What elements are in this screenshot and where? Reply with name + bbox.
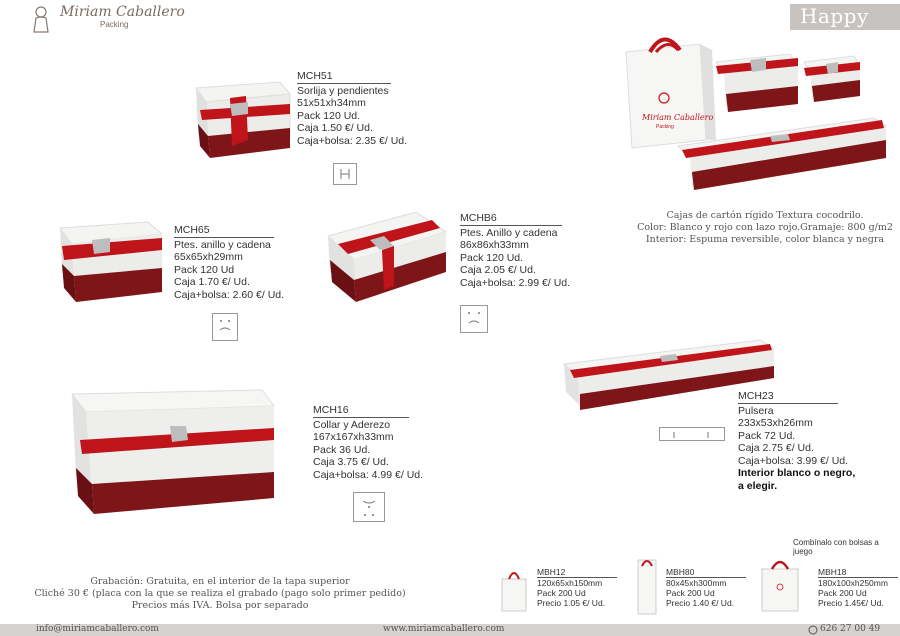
- product-price-bag: Caja+bolsa: 2.99 €/ Ud.: [460, 276, 571, 289]
- interior-mchb6-icon: [460, 305, 488, 333]
- product-pack: Pack 120 Ud.: [297, 109, 361, 122]
- product-size: 86x86xh33mm: [460, 239, 529, 251]
- engraving-line: Precios más IVA. Bolsa por separado: [131, 600, 309, 611]
- product-mch65: [174, 224, 285, 301]
- product-price-bag: Caja+bolsa: 2.35 €/ Ud.: [297, 134, 408, 147]
- product-price: Caja 1.50 €/ Ud.: [297, 122, 373, 134]
- bag-mbh18: [818, 567, 898, 608]
- summary-line: Interior: Espuma reversible, color blanca y negra: [645, 234, 885, 245]
- footer-email[interactable]: info@miriamcaballero.com: [36, 624, 159, 634]
- product-code: MCH23: [738, 390, 838, 404]
- product-price-bag: Caja+bolsa: 2.60 €/ Ud.: [174, 288, 285, 301]
- product-pack: Pack 120 Ud: [174, 263, 235, 276]
- interior-mch51-icon: [333, 163, 357, 185]
- bag-code: MBH12: [537, 567, 617, 578]
- product-size: 167x167xh33mm: [313, 431, 394, 443]
- footer-web[interactable]: www.miriamcaballero.com: [383, 624, 505, 634]
- box-mchb6-image: [324, 206, 450, 304]
- product-code: MCHB6: [460, 212, 562, 226]
- svg-text:Miriam Caballero: Miriam Caballero: [642, 113, 714, 122]
- product-price: Caja 2.75 €/ Ud.: [738, 442, 814, 454]
- bag-price: Precio 1.40 €/ Ud.: [666, 598, 735, 608]
- product-price: Caja 2.05 €/ Ud.: [460, 264, 536, 276]
- product-price: Caja 3.75 €/ Ud.: [313, 456, 389, 468]
- bag-mbh18-image: [760, 555, 802, 613]
- product-pack: Pack 72 Ud.: [738, 429, 796, 442]
- product-code: MCH16: [313, 404, 409, 418]
- product-group-image: [620, 36, 890, 196]
- interior-mch23-icon: [659, 427, 725, 441]
- bag-mbh12-image: [500, 567, 530, 613]
- collection-title: Happy: [800, 4, 869, 28]
- product-desc: Sorlija y pendientes: [297, 84, 389, 97]
- combine-bags-label: Combínalo con bolsas a juego: [793, 538, 879, 556]
- bag-price: Precio 1.05 €/ Ud.: [537, 598, 606, 608]
- bag-mbh12: [537, 567, 617, 608]
- product-desc: Pulsera: [738, 404, 774, 417]
- engraving-line: Grabación: Gratuita, en el interior de la tapa superior: [90, 576, 350, 587]
- summary-line: Color: Blanco y rojo con lazo rojo.Gramaje: 800 g/m2: [637, 222, 893, 233]
- product-desc: Ptes. anillo y cadena: [174, 238, 271, 251]
- product-note: Interior blanco o negro,: [738, 467, 856, 479]
- product-mch51: [297, 70, 408, 147]
- product-desc: Collar y Aderezo: [313, 418, 391, 431]
- product-mchb6: [460, 212, 571, 289]
- brand-name: Miriam Caballero: [60, 4, 185, 20]
- bag-code: MBH18: [818, 567, 898, 578]
- brand-logo-icon: [28, 4, 54, 34]
- product-size: 233x53xh26mm: [738, 417, 813, 429]
- bag-pack: Pack 200 Ud: [666, 588, 715, 598]
- box-mch65-image: [56, 218, 166, 306]
- bag-mbh80: [666, 567, 746, 608]
- product-mch23: [738, 390, 856, 492]
- product-code: MCH65: [174, 224, 274, 238]
- interior-mch16-icon: [353, 492, 385, 522]
- box-mch16-image: [62, 388, 280, 520]
- bag-code: MBH80: [666, 567, 746, 578]
- product-note: a elegir.: [738, 479, 778, 492]
- brand-sub: Packing: [100, 20, 129, 29]
- engraving-note: [20, 576, 420, 612]
- bag-price: Precio 1.45€/ Ud.: [818, 598, 884, 608]
- bag-size: 120x65xh150mm: [537, 578, 603, 588]
- interior-mch65-icon: [212, 313, 238, 341]
- bag-pack: Pack 200 Ud: [818, 588, 867, 598]
- product-desc: Ptes. Anillo y cadena: [460, 226, 558, 239]
- bag-pack: Pack 200 Ud: [537, 588, 586, 598]
- product-pack: Pack 120 Ud.: [460, 251, 524, 264]
- product-size: 65x65xh29mm: [174, 251, 243, 263]
- product-price: Caja 1.70 €/ Ud.: [174, 276, 250, 288]
- product-code: MCH51: [297, 70, 391, 84]
- product-size: 51x51xh34mm: [297, 97, 366, 109]
- bag-size: 180x100xh250mm: [818, 578, 888, 588]
- whatsapp-icon: [808, 625, 818, 635]
- product-price-bag: Caja+bolsa: 3.99 €/ Ud.: [738, 454, 849, 467]
- box-mch51-image: [190, 80, 294, 160]
- product-mch16: [313, 404, 424, 481]
- bag-size: 80x45xh300mm: [666, 578, 727, 588]
- summary-line: Cajas de cartón rígido Textura cocodrilo.: [666, 210, 864, 221]
- bag-mbh80-image: [636, 552, 658, 616]
- svg-text:Packing: Packing: [656, 124, 674, 130]
- footer-phone[interactable]: 626 27 00 49: [820, 624, 881, 634]
- material-summary: [630, 210, 900, 246]
- product-pack: Pack 36 Ud.: [313, 443, 371, 456]
- product-price-bag: Caja+bolsa: 4.99 €/ Ud.: [313, 468, 424, 481]
- engraving-line: Cliché 30 € (placa con la que se realiza el grabado (pago solo primer pedido): [34, 588, 406, 599]
